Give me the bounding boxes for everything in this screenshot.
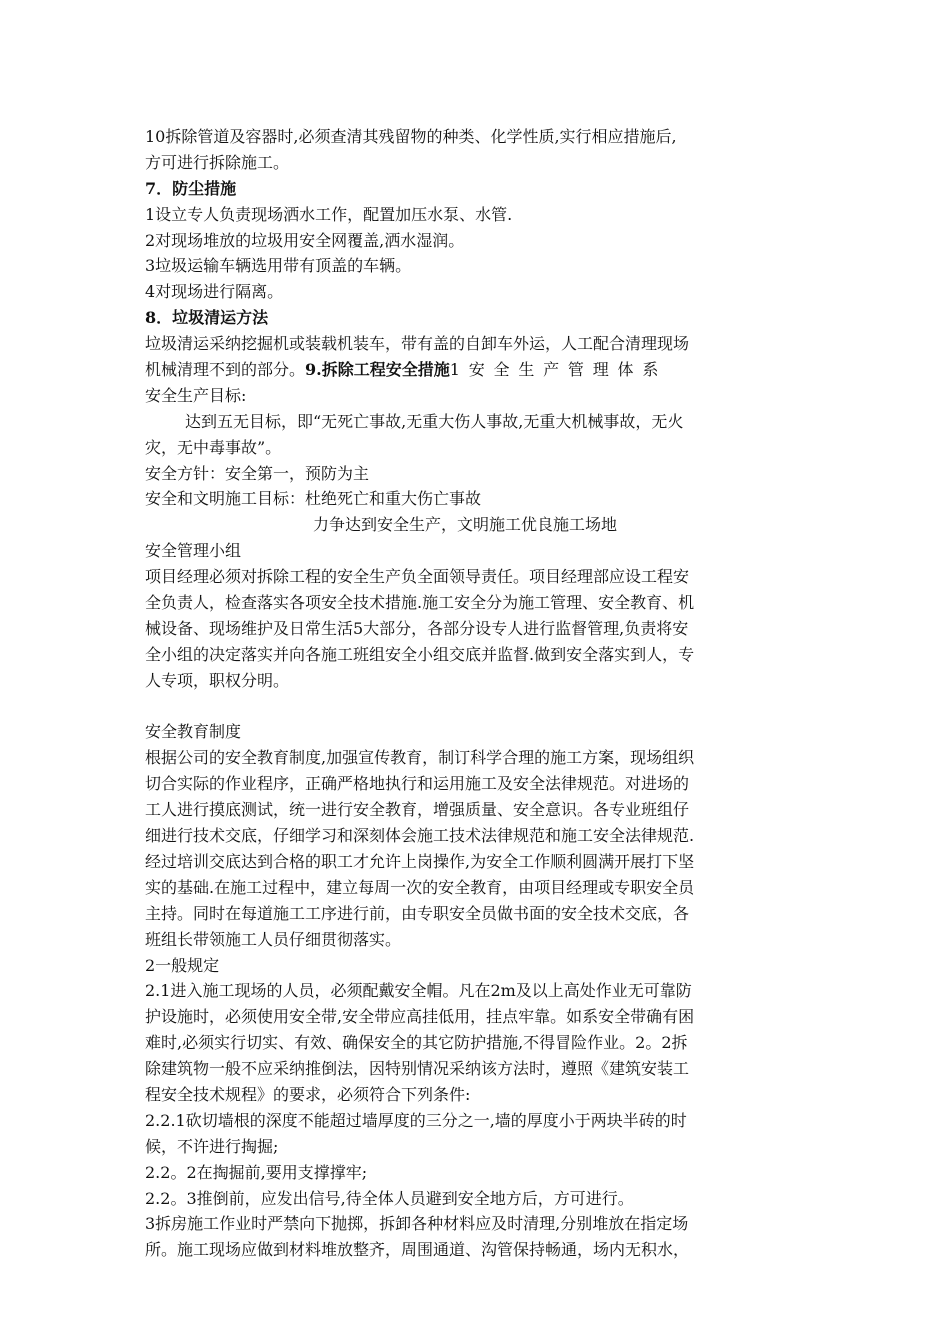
mixed-line bbox=[145, 357, 815, 383]
paragraph-line: 全负责人，检查落实各项安全技术措施.施工安全分为施工管理、安全教育、机 bbox=[145, 593, 695, 613]
paragraph-fragment: 机械清理不到的部分。 bbox=[145, 360, 306, 380]
list-item: 4对现场进行隔离。 bbox=[145, 282, 284, 302]
paragraph-line: 2.2.1砍切墙根的深度不能超过墙厚度的三分之一,墙的厚度小于两块半砖的时 bbox=[145, 1110, 687, 1130]
paragraph-line: 3拆房施工作业时严禁向下抛掷，拆卸各种材料应及时清理,分别堆放在指定场 bbox=[145, 1214, 689, 1234]
subsection-heading: 1安全生产管理体系 bbox=[449, 360, 668, 380]
paragraph-line: 经过培训交底达到合格的职工才允许上岗操作,为安全工作顺利圆满开展打下坚 bbox=[145, 851, 695, 871]
paragraph-line: 实的基础.在施工过程中，建立每周一次的安全教育，由项目经理或专职安全员 bbox=[145, 877, 695, 897]
section-heading-dust: 7．防尘措施 bbox=[145, 178, 237, 198]
paragraph-line: 细进行技术交底，仔细学习和深刻体会施工技术法律规范和施工安全法律规范. bbox=[145, 826, 695, 846]
list-item: 3垃圾运输车辆选用带有顶盖的车辆。 bbox=[145, 256, 412, 276]
subheading: 安全教育制度 bbox=[145, 722, 242, 742]
paragraph-line: 切合实际的作业程序，正确严格地执行和运用施工及安全法律规范。对进场的 bbox=[145, 774, 690, 794]
section-heading-safety: 9.拆除工程安全措施 bbox=[305, 360, 450, 380]
paragraph-line: 除建筑物一般不应采纳推倒法，因特别情况采纳该方法时，遵照《建筑安装工 bbox=[145, 1059, 690, 1079]
paragraph-line: 力争达到安全生产，文明施工优良施工场地 bbox=[313, 515, 618, 535]
paragraph-line: 主持。同时在每道施工工序进行前，由专职安全员做书面的安全技术交底，各 bbox=[145, 903, 690, 923]
paragraph-line: 方可进行拆除施工。 bbox=[145, 152, 290, 172]
paragraph-line: 安全生产目标: bbox=[145, 385, 247, 405]
section-heading-waste: 8．垃圾清运方法 bbox=[145, 308, 269, 328]
paragraph-line: 班组长带领施工人员仔细贯彻落实。 bbox=[145, 929, 402, 949]
paragraph-line: 灾，无中毒事故”。 bbox=[145, 437, 282, 457]
paragraph-line: 难时,必须实行切实、有效、确保安全的其它防护措施,不得冒险作业。2。2拆 bbox=[145, 1033, 688, 1053]
list-item: 1设立专人负责现场洒水工作，配置加压水泵、水管. bbox=[145, 204, 513, 224]
paragraph-line: 10拆除管道及容器时,必须查清其残留物的种类、化学性质,实行相应措施后, bbox=[145, 127, 677, 146]
subheading: 安全管理小组 bbox=[145, 541, 242, 561]
paragraph-line: 候，不许进行掏掘; bbox=[145, 1136, 279, 1156]
paragraph-line: 2.1进入施工现场的人员，必须配戴安全帽。凡在2m及以上高处作业无可靠防 bbox=[145, 981, 692, 1001]
paragraph-line: 全小组的决定落实并向各施工班组安全小组交底并监督.做到安全落实到人，专 bbox=[145, 644, 695, 664]
paragraph-line: 人专项，职权分明。 bbox=[145, 670, 290, 690]
list-item: 2对现场堆放的垃圾用安全网覆盖,洒水湿润。 bbox=[145, 230, 465, 250]
paragraph-line: 项目经理必须对拆除工程的安全生产负全面领导责任。项目经理部应设工程安 bbox=[145, 567, 690, 587]
paragraph-line: 程安全技术规程》的要求，必须符合下列条件: bbox=[145, 1084, 471, 1104]
paragraph-line: 垃圾清运采纳挖掘机或装载机装车，带有盖的自卸车外运，人工配合清理现场 bbox=[145, 334, 690, 354]
paragraph-line: 安全方针：安全第一，预防为主 bbox=[145, 463, 370, 483]
paragraph-line: 安全和文明施工目标：杜绝死亡和重大伤亡事故 bbox=[145, 489, 482, 509]
paragraph-line: 械设备、现场维护及日常生活5大部分，各部分设专人进行监督管理,负责将安 bbox=[145, 618, 689, 638]
paragraph-line: 所。施工现场应做到材料堆放整齐，周围通道、沟管保持畅通，场内无积水， bbox=[145, 1240, 690, 1260]
document-page bbox=[145, 124, 815, 1263]
blank-line bbox=[145, 694, 815, 720]
paragraph-line: 根据公司的安全教育制度,加强宣传教育，制订科学合理的施工方案，现场组织 bbox=[145, 748, 695, 768]
paragraph-line: 护设施时，必须使用安全带,安全带应高挂低用，挂点牢靠。如系安全带确有困 bbox=[145, 1007, 695, 1027]
paragraph-line: 2.2。2在掏掘前,要用支撑撑牢; bbox=[145, 1162, 368, 1182]
paragraph-line: 达到五无目标，即“无死亡事故,无重大伤人事故,无重大机械事故，无火 bbox=[185, 411, 684, 431]
subheading: 2一般规定 bbox=[145, 955, 220, 975]
paragraph-line: 工人进行摸底测试，统一进行安全教育，增强质量、安全意识。各专业班组仔 bbox=[145, 800, 690, 820]
paragraph-line: 2.2。3推倒前，应发出信号,待全体人员避到安全地方后，方可进行。 bbox=[145, 1188, 634, 1208]
